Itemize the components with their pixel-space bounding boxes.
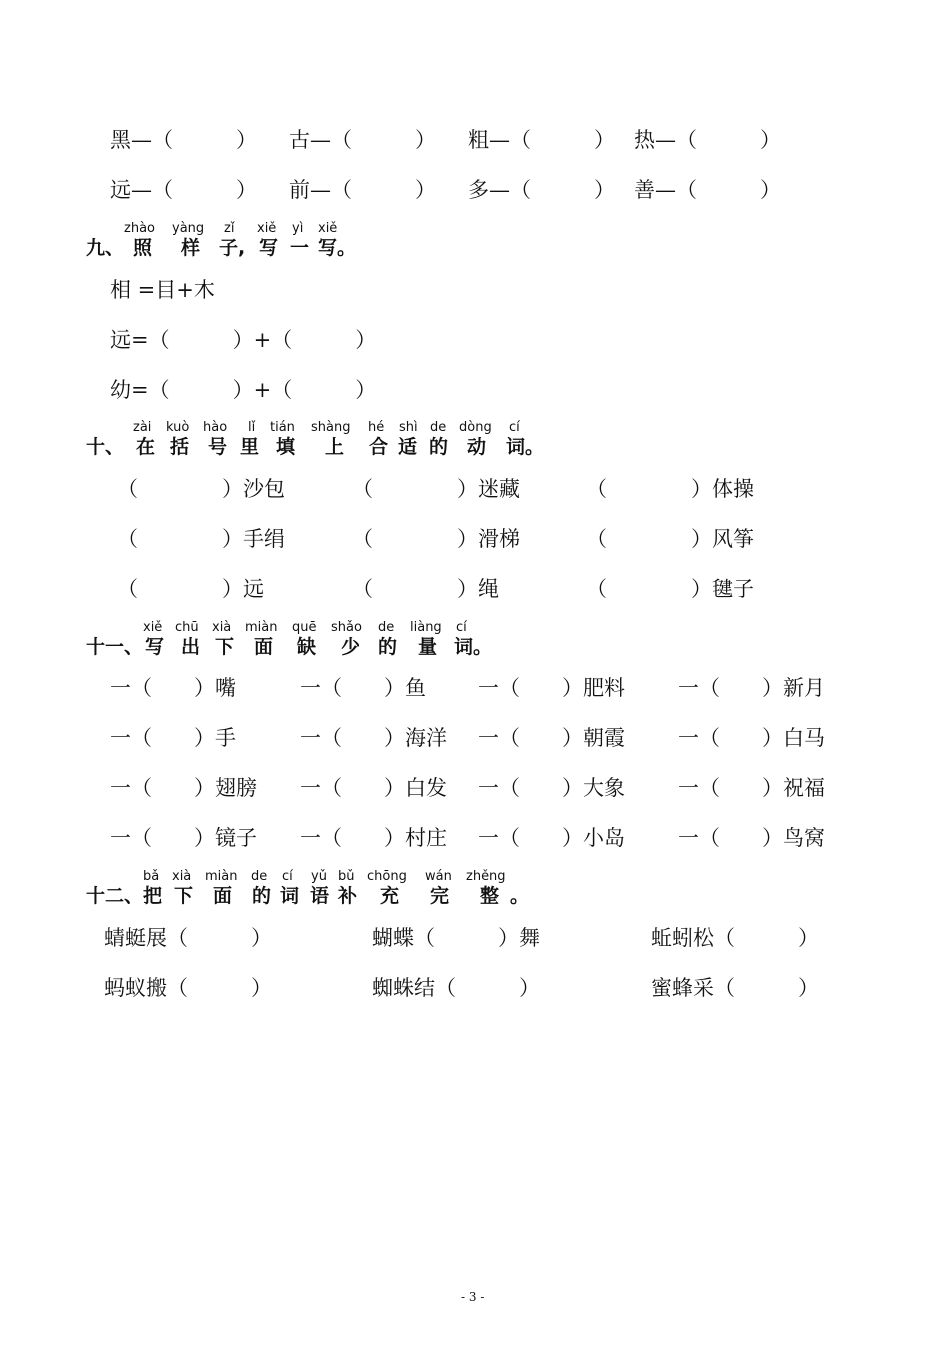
heading-char: 语	[310, 885, 330, 907]
measure-word-item: 一（ ）祝福	[678, 776, 825, 800]
measure-word-item: 一（ ）手	[110, 726, 236, 750]
antonym-item: 远—（ ）	[110, 178, 257, 202]
pinyin: dòng	[459, 420, 492, 435]
heading-char: 适	[398, 436, 418, 458]
pinyin: tián	[270, 420, 295, 435]
pinyin: xià	[212, 620, 232, 635]
measure-word-item: 一（ ）嘴	[110, 676, 236, 700]
heading-char: 整	[480, 885, 500, 907]
section-number: 十一、	[86, 636, 144, 658]
pinyin: yǔ	[311, 869, 327, 884]
decompose-line: 幼=（ ）+（ ）	[110, 378, 377, 402]
pinyin: quē	[292, 620, 317, 635]
pinyin: hào	[203, 420, 228, 435]
pinyin: zhěng	[466, 869, 506, 884]
pinyin: bǔ	[338, 869, 355, 884]
pinyin: bǎ	[143, 869, 160, 884]
heading-char: 上	[325, 436, 345, 458]
heading-char: 写。	[318, 237, 357, 259]
measure-word-item: 一（ ）白马	[678, 726, 825, 750]
heading-char: 完	[430, 885, 450, 907]
heading-char: 下	[174, 885, 194, 907]
verb-item: （ ）体操	[586, 477, 754, 501]
pinyin: cí	[282, 869, 293, 884]
heading-char: 词。	[506, 436, 545, 458]
heading-char: 子,	[219, 237, 246, 259]
heading-char: 少	[341, 636, 361, 658]
measure-word-item: 一（ ）镜子	[110, 826, 257, 850]
complete-phrase-item: 蚯蚓松（ ）	[651, 926, 819, 950]
measure-word-item: 一（ ）肥料	[478, 676, 625, 700]
section-number: 十二、	[86, 885, 144, 907]
measure-word-item: 一（ ）小岛	[478, 826, 625, 850]
verb-item: （ ）绳	[352, 577, 499, 601]
pinyin: xiě	[257, 221, 277, 236]
heading-char: 缺	[297, 636, 317, 658]
complete-phrase-item: 蜻蜓展（ ）	[104, 926, 272, 950]
pinyin: shàng	[311, 420, 351, 435]
pinyin: xiě	[318, 221, 338, 236]
pinyin: shǎo	[331, 620, 362, 635]
measure-word-item: 一（ ）村庄	[300, 826, 447, 850]
antonym-item: 粗—（ ）	[468, 128, 615, 152]
pinyin: zài	[133, 420, 152, 435]
pinyin: shì	[399, 420, 418, 435]
heading-char: 把	[143, 885, 163, 907]
measure-word-item: 一（ ）鸟窝	[678, 826, 825, 850]
heading-char: 出	[181, 636, 201, 658]
antonym-item: 黑—（ ）	[110, 128, 257, 152]
heading-char: 填	[276, 436, 296, 458]
heading-char: 动	[467, 436, 487, 458]
pinyin: yàng	[172, 221, 205, 236]
measure-word-item: 一（ ）翅膀	[110, 776, 257, 800]
example-line: 相 =目+木	[110, 278, 215, 302]
heading-char: 充	[380, 885, 400, 907]
antonym-item: 多—（ ）	[468, 178, 615, 202]
heading-char: 样	[181, 237, 201, 259]
heading-char: 里	[240, 436, 260, 458]
pinyin: wán	[425, 869, 452, 884]
heading-char: 量	[418, 636, 438, 658]
heading-char: 。	[510, 885, 530, 907]
pinyin: xià	[172, 869, 192, 884]
heading-char: 照	[133, 237, 153, 259]
pinyin: zǐ	[224, 221, 235, 236]
verb-item: （ ）手绢	[117, 527, 285, 551]
pinyin: yì	[292, 221, 304, 236]
heading-char: 写	[145, 636, 165, 658]
pinyin: de	[430, 420, 447, 435]
measure-word-item: 一（ ）新月	[678, 676, 825, 700]
pinyin: kuò	[166, 420, 190, 435]
heading-char: 写	[259, 237, 279, 259]
measure-word-item: 一（ ）朝霞	[478, 726, 625, 750]
complete-phrase-item: 蜘蛛结（ ）	[372, 976, 540, 1000]
heading-char: 的	[378, 636, 398, 658]
heading-char: 词	[280, 885, 300, 907]
verb-item: （ ）远	[117, 577, 264, 601]
pinyin: cí	[509, 420, 520, 435]
heading-char: 号	[208, 436, 228, 458]
complete-phrase-item: 蝴蝶（ ）舞	[372, 926, 540, 950]
antonym-item: 前—（ ）	[289, 178, 436, 202]
pinyin: de	[378, 620, 395, 635]
verb-item: （ ）沙包	[117, 477, 285, 501]
page-number: - 3 -	[461, 1290, 485, 1304]
heading-char: 面	[254, 636, 274, 658]
verb-item: （ ）滑梯	[352, 527, 520, 551]
verb-item: （ ）迷藏	[352, 477, 520, 501]
heading-char: 的	[252, 885, 272, 907]
pinyin: de	[251, 869, 268, 884]
pinyin: hé	[368, 420, 385, 435]
heading-char: 面	[213, 885, 233, 907]
antonym-item: 热—（ ）	[634, 128, 781, 152]
decompose-line: 远=（ ）+（ ）	[110, 328, 377, 352]
antonym-item: 古—（ ）	[289, 128, 436, 152]
heading-char: 一	[290, 237, 310, 259]
pinyin: liàng	[410, 620, 442, 635]
measure-word-item: 一（ ）白发	[300, 776, 447, 800]
complete-phrase-item: 蚂蚁搬（ ）	[104, 976, 272, 1000]
heading-char: 在	[136, 436, 156, 458]
heading-char: 括	[170, 436, 190, 458]
heading-char: 下	[215, 636, 235, 658]
heading-char: 的	[429, 436, 449, 458]
measure-word-item: 一（ ）海洋	[300, 726, 447, 750]
section-number: 九、	[86, 237, 125, 259]
heading-char: 补	[338, 885, 358, 907]
pinyin: xiě	[143, 620, 163, 635]
pinyin: cí	[456, 620, 467, 635]
antonym-item: 善—（ ）	[634, 178, 781, 202]
pinyin: chū	[175, 620, 199, 635]
pinyin: miàn	[205, 869, 238, 884]
pinyin: chōng	[367, 869, 407, 884]
heading-char: 词。	[454, 636, 493, 658]
verb-item: （ ）毽子	[586, 577, 754, 601]
pinyin: lǐ	[248, 420, 256, 435]
measure-word-item: 一（ ）大象	[478, 776, 625, 800]
complete-phrase-item: 蜜蜂采（ ）	[651, 976, 819, 1000]
heading-char: 合	[369, 436, 389, 458]
measure-word-item: 一（ ）鱼	[300, 676, 426, 700]
pinyin: miàn	[245, 620, 278, 635]
section-number: 十、	[86, 436, 125, 458]
verb-item: （ ）风筝	[586, 527, 754, 551]
pinyin: zhào	[124, 221, 155, 236]
